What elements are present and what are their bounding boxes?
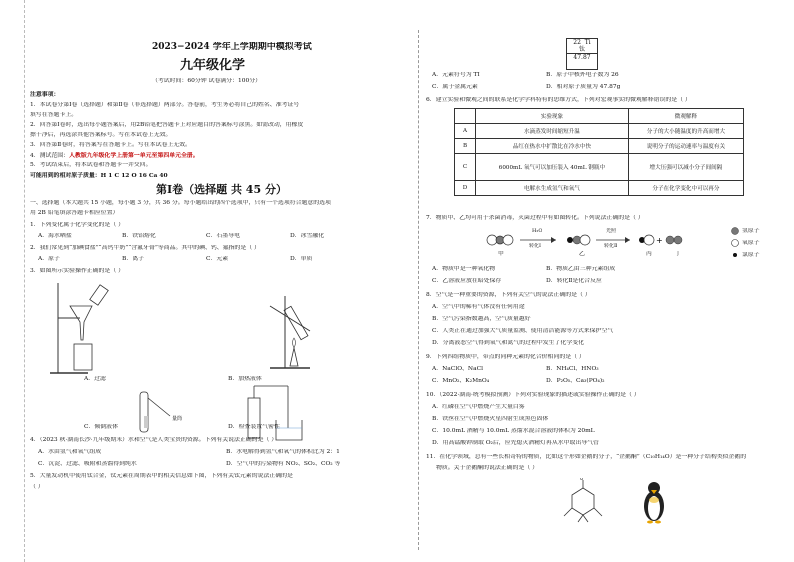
option: B．物质乙由三种元素组成	[546, 266, 616, 272]
option: B．空气污染指数越高，空气质量越好	[432, 316, 531, 322]
molecule-conversion-figure	[478, 226, 728, 266]
section1-title: 第Ⅰ卷（选择题 共 45 分）	[156, 183, 287, 196]
option: D．检查装置气密性	[228, 424, 280, 430]
legend-item: 氢原子	[742, 228, 760, 234]
option: D．转化Ⅱ是化合反应	[546, 278, 602, 284]
penguin-image	[640, 480, 668, 524]
table-cell: 分子的大小随温度的升高而增大	[628, 124, 743, 139]
label-jia: 甲	[498, 251, 504, 257]
option: A．海水晒盐	[38, 233, 72, 239]
option: B．离子	[122, 256, 145, 262]
section1-intro: 用 2B 铅笔填涂答题卡相应位置）	[30, 210, 119, 216]
table-cell: D	[455, 181, 476, 196]
label-ding: 丁	[675, 251, 681, 257]
svg-text:量筒: 量筒	[172, 416, 183, 422]
element-name: 钛	[578, 46, 585, 53]
option: B．铁铝熔化	[122, 233, 156, 239]
svg-text:O: O	[580, 478, 584, 481]
table-row	[455, 124, 744, 139]
question-6: 6．建立实验和微观之间的联系是化学学科特有的思维方式，下列对宏观事实的微观解释错误的是（ ）	[426, 97, 691, 103]
scope-label: 4．测试范围：	[30, 153, 70, 159]
atomic-masses: 可能用到的相对原子质量：H 1 C 12 O 16 Ca 40	[30, 172, 168, 179]
filter-apparatus-figure	[48, 278, 118, 376]
option: C．乙溶液应放在暗处保存	[432, 278, 502, 284]
table-header: 微观解释	[628, 109, 743, 124]
option: D．用高锰酸钾制取 O₂后，应先熄灭酒精灯再从水中取出导气管	[432, 440, 599, 446]
question-11: 物质。关于企鹅酮的说法正确的是（ ）	[436, 465, 539, 471]
option: A．原子	[38, 256, 60, 262]
note-line	[30, 152, 199, 160]
legend-item: 氯原子	[742, 252, 760, 258]
arrow1-top: H₂O	[532, 228, 543, 234]
option: C．倾倒液体	[84, 424, 118, 430]
table-cell: C	[455, 154, 476, 181]
notes-heading: 注意事项：	[30, 91, 60, 98]
atom-legend	[730, 225, 740, 265]
table-header: 实验现象	[476, 109, 629, 124]
exam-info: （考试时间：60分钟 试卷满分：100分）	[152, 78, 261, 84]
option: D．P₂O₅、Ca₃(PO₄)₂	[546, 378, 605, 384]
svg-text:+: +	[656, 236, 663, 245]
option: A．空气中的稀有气体没有任何用途	[432, 304, 525, 310]
label-bing: 丙	[646, 251, 652, 257]
question-10: 10．（2022·湖南·统考模拟预测）下列对实验现象的描述或实验操作正确的是（ ）	[426, 392, 640, 398]
note-line: 2．回答第Ⅰ卷时，选出每小题答案后，用2B铅笔把答题卡上对应题目的答案标号涂黑。如需改动，用橡皮	[30, 122, 304, 128]
legend-item: 氧原子	[742, 240, 760, 246]
option: D．相对原子质量为 47.87g	[546, 84, 621, 90]
table-cell: 增大压强可以减小分子间间隔	[628, 154, 743, 181]
question-3: 3．如图所示实验操作正确的是（ ）	[30, 268, 124, 274]
subject-title: 九年级化学	[180, 58, 246, 73]
arrow2-bottom: 转化Ⅱ	[604, 243, 618, 249]
option: B．铁丝在空气中燃烧火星四射生成黑色固体	[432, 416, 549, 422]
question-2: 2．我们常见到“加碘食盐”“高钙牛奶”“含氟牙膏”等商品。其中的碘、钙、氟指的是（ ）	[30, 245, 260, 251]
table-cell: A	[455, 124, 476, 139]
table-row	[455, 181, 744, 196]
right-column	[418, 0, 794, 562]
table-cell: 6000mL 氧气可以加压装入 40mL 钢瓶中	[476, 154, 629, 181]
label-yi: 乙	[579, 251, 585, 257]
table-cell: 品红在热水中扩散比在冷水中快	[476, 139, 629, 154]
option: B．水电解得到氢气和氧气的体积比为 2：1	[226, 449, 340, 455]
option: D．空气中的污染物有 NO₂、SO₂、CO₂ 等	[226, 461, 341, 467]
pour-liquid-figure	[130, 388, 200, 438]
option: A．红磷在空气中燃烧产生大量白雾	[432, 404, 525, 410]
note-line: 5．考试结束后，将本试卷和答题卡一并交回。	[30, 162, 152, 168]
section1-intro: 一、选择题（本大题共 15 小题，每小题 3 分，共 36 分。每小题给出的四个选项中，只有一个选项符合题意的选项	[30, 200, 331, 206]
option: A．元素符号为 TI	[432, 72, 480, 78]
note-line: 3．回答第Ⅱ卷时，将答案写在答题卡上。写在本试卷上无效。	[30, 142, 191, 148]
option: C．属于金属元素	[432, 84, 478, 90]
table-header	[455, 109, 476, 124]
table-cell: B	[455, 139, 476, 154]
table-cell: 说明分子的运动速率与温度有关	[628, 139, 743, 154]
question-9: 9．下列四组物质中，带点的同种元素的化合价相同的是（ ）	[426, 354, 585, 360]
option: B．原子中核外电子数为 26	[546, 72, 619, 78]
table-cell: 电解水生成氢气和氧气	[476, 181, 629, 196]
option: A．物质甲是一种氧化物	[432, 266, 496, 272]
option: A．水由氢气和氧气组成	[38, 449, 102, 455]
option: D．单质	[290, 256, 313, 262]
note-line: 1．本试卷分第Ⅰ卷（选择题）和第Ⅱ卷（非选择题）两部分。答卷前，考生务必将自己的姓名、准考证号	[30, 102, 300, 108]
exam-title: 2023−2024 学年上学期期中模拟考试	[152, 42, 312, 52]
question-7: 7．物质甲、乙均可用于杀菌消毒，灭菌过程中有如图转化。下列说法正确的是（ ）	[426, 215, 644, 221]
option: C．10.0mL 酒精与 10.0mL 蒸馏水混合溶液的体积为 20mL	[432, 428, 595, 434]
option: C．石墨导电	[206, 233, 240, 239]
note-line: 擦干净后，再选涂其他答案标号。写在本试卷上无效。	[30, 132, 172, 138]
option: C．元素	[206, 256, 229, 262]
question-11: 11．在化学领域，总有一些长相奇特的物质，比如这个形如企鹅的分子，“企鹅酮”（C₁₀H₁₄O）是一种分子结构类似企鹅的	[426, 454, 747, 460]
option: D．分离液态空气得到氧气和氮气的过程中发生了化学变化	[432, 340, 584, 346]
penguinone-structure-figure	[558, 478, 608, 524]
table-row	[455, 154, 744, 181]
option: C．人类正在通过加强大气质量监测、使用清洁能源等方式来保护空气	[432, 328, 614, 334]
option: D．冰雪融化	[290, 233, 325, 239]
table-cell: 分子在化学变化中可以再分	[628, 181, 743, 196]
table-header-row	[455, 109, 744, 124]
option: B．NH₄Cl、HNO₃	[546, 366, 599, 372]
option: C．MnO₂、K₂MnO₄	[432, 378, 490, 384]
option: A．过滤	[84, 376, 106, 382]
note-line: 填写在答题卡上。	[30, 112, 78, 118]
table-cell: 水滴蒸发时间缩短升温	[476, 124, 629, 139]
option: C．沉淀、过滤、吸附和蒸馏得到纯水	[38, 461, 137, 467]
question-5-blank: （ ）	[30, 484, 44, 490]
option: A．NaClO、NaCl	[432, 366, 483, 372]
heating-liquid-figure	[250, 276, 330, 376]
element-mass: 47.87	[567, 53, 597, 61]
question-4: 4．（2023 秋·湖南长沙·九年级期末）水和空气是人类宝贵的资源。下列有关说法正确的是（ ）	[30, 437, 278, 443]
q6-table	[454, 108, 744, 196]
question-5: 5．大量发动机中使用钛合金，钛元素在周期表中的相关信息如下图，下列有关钛元素的说法正确的是	[30, 473, 293, 479]
periodic-element-box	[566, 38, 598, 70]
element-number-symbol: 22 Ti	[573, 39, 591, 46]
arrow1-bottom: 转化Ⅰ	[529, 243, 541, 249]
question-1: 1．下列变化属于化学变化的是（ ）	[30, 222, 124, 228]
scope-text: 人教版九年级化学上册第一单元至第四单元全册。	[69, 152, 199, 159]
table-row	[455, 139, 744, 154]
option: B．加热液体	[228, 376, 262, 382]
question-8: 8．空气是一种重要的资源，下列有关空气的说法正确的是（ ）	[426, 292, 591, 298]
arrow2-top: 光照	[606, 228, 617, 234]
